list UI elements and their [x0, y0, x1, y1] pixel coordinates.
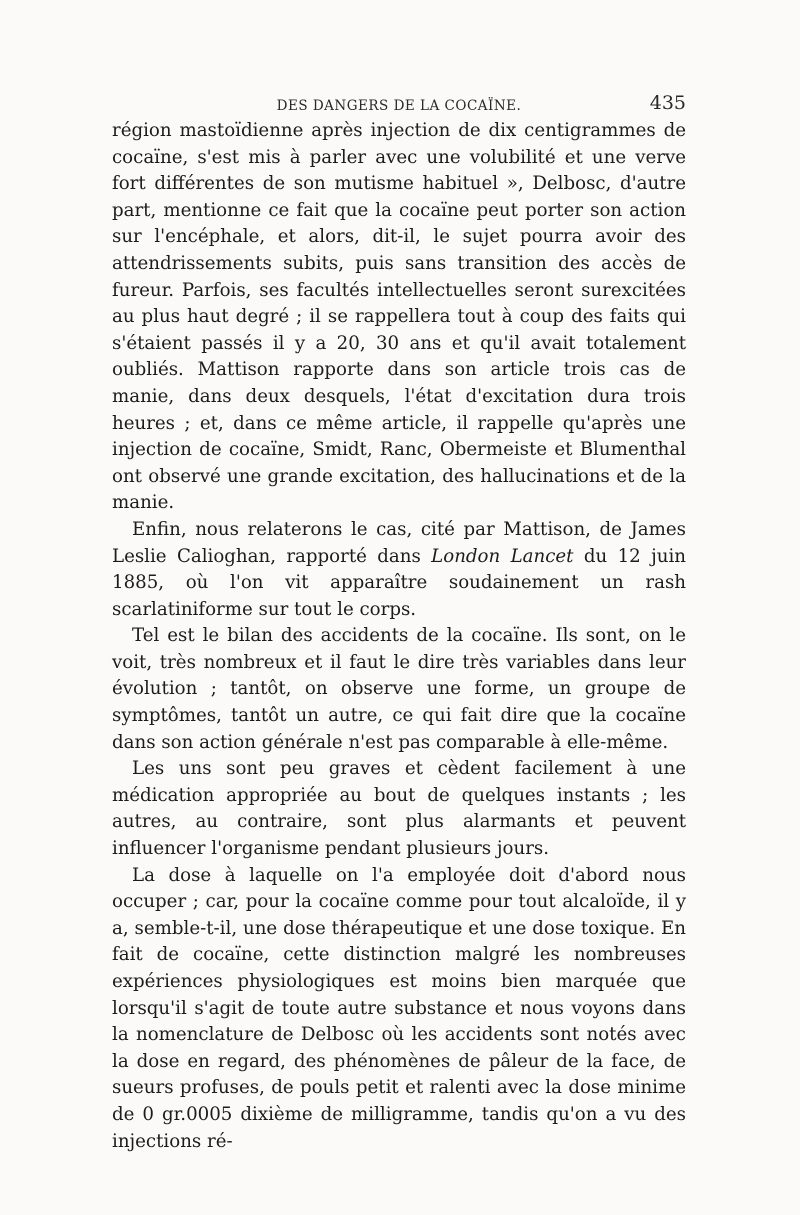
- paragraph-text: région mastoïdienne après injection de dix centigrammes de cocaïne, s'est mis à parler avec une volubilité et une verve fort différentes de son mutisme habituel », Delbosc, d'autre part, mentionne ce fait que la cocaïne peut porter son action sur l'encéphale, et alors, dit-il, le sujet pourra avoir des attendrissements subits, puis sans transition des accès de fureur. Parfois, ses facultés intellectuelles seront surexcitées au plus haut degré ; il se rappellera tout à coup des faits qui s'étaient passés il y a 20, 30 ans et qu'il avait totalement oubliés. Mattison rapporte dans son article trois cas de manie, dans deux desquels, l'état d'excitation dura trois heures ; et, dans ce même article, il rappelle qu'après une injection de cocaïne, Smidt, Ranc, Obermeiste et Blumenthal ont observé une grande excitation, des hallucinations et de la manie.: [112, 120, 686, 514]
- paragraph-text: Les uns sont peu graves et cèdent facilement à une médication appropriée au bout de quelques instants ; les autres, au contraire, sont plus alarmants et peuvent influencer l'organisme pendant plusieurs jours.: [112, 758, 686, 860]
- book-page: [112, 92, 686, 1155]
- page-header: [112, 92, 686, 116]
- paragraph-callioghan-case: [112, 517, 686, 623]
- paragraph-text: Enfin, nous relaterons le cas, cité par Mattison, de James Leslie Calioghan, rapporté dans: [112, 518, 686, 567]
- body-text: [112, 118, 686, 1155]
- page-number: 435: [649, 92, 686, 114]
- paragraph-summary: [112, 623, 686, 756]
- paragraph-severity: [112, 756, 686, 862]
- journal-title: London Lancet: [431, 545, 574, 567]
- paragraph-text: La dose à laquelle on l'a employée doit d'abord nous occuper ; car, pour la cocaïne comme pour tout alcaloïde, il y a, semble-t-il, une dose thérapeutique et une dose toxique. En fait de cocaïne, cette distinction malgré les nombreuses expériences physiologiques est moins bien marquée que lorsqu'il s'agit de toute autre substance et nous voyons dans la nomenclature de Delbosc où les accidents sont notés avec la dose en regard, des phénomènes de pâleur de la face, de sueurs profuses, de pouls petit et ralenti avec la dose minime de 0 gr.0005 dixième de milligramme, tandis qu'on a vu des injections ré-: [112, 864, 686, 1152]
- paragraph-continuation: [112, 118, 686, 517]
- paragraph-text: Tel est le bilan des accidents de la cocaïne. Ils sont, on le voit, très nombreux et il faut le dire très variables dans leur évolution ; tantôt, on observe une forme, un groupe de symptômes, tantôt un autre, ce qui fait dire que la cocaïne dans son action générale n'est pas comparable à elle-même.: [112, 625, 686, 753]
- paragraph-dosage: [112, 863, 686, 1156]
- paragraph-text: du 12 juin 1885, où l'on vit apparaître soudainement un rash scarlatiniforme sur tout le corps.: [112, 545, 686, 620]
- running-title: DES DANGERS DE LA COCAÏNE.: [276, 98, 522, 114]
